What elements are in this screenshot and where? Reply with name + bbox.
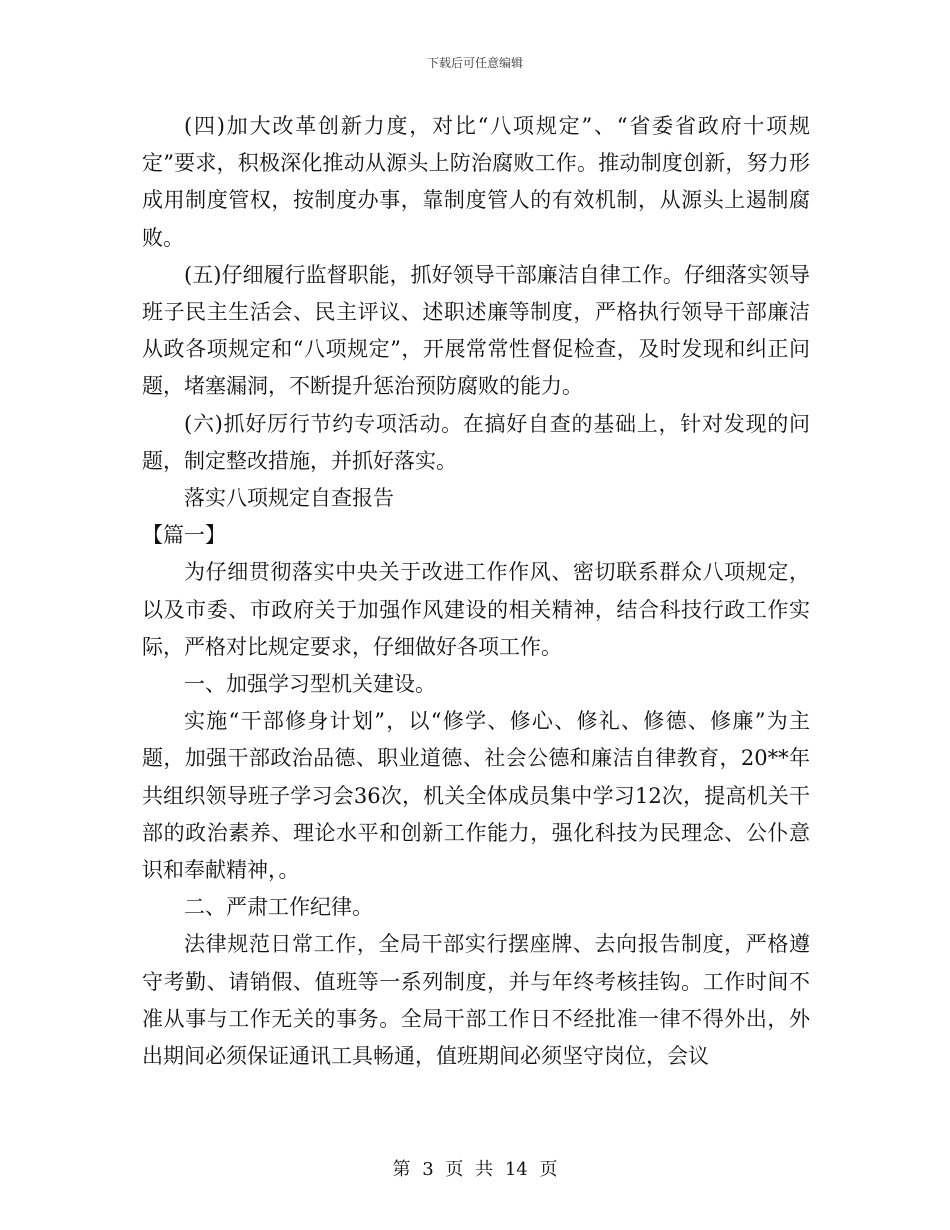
page-header: 下载后可任意编辑	[426, 56, 523, 70]
document-body	[142, 108, 810, 1075]
section-title: 落实八项规定自查报告	[184, 486, 394, 511]
paragraph-4: 为仔细贯彻落实中央关于改进工作作风、密切联系群众八项规定，以及市委、市政府关于加强作风建设的相关精神，结合科技行政工作实际，严格对比规定要求，仔细做好各项工作。	[142, 560, 810, 659]
page-number-footer: 第 3 页 共 14 页	[392, 1159, 558, 1180]
paragraph-6: 法律规范日常工作，全局干部实行摆座牌、去向报告制度，严格遵守考勤、请销假、值班等一系列制度，并与年终考核挂钩。工作时间不准从事与工作无关的事务。全局干部工作日不经批准一律不得外出，外出期间必须保证通讯工具畅通，值班期间必须坚守岗位，会议	[142, 932, 810, 1069]
chapter-label: 【篇一】	[142, 523, 226, 548]
subheading-2: 二、严肃工作纪律。	[184, 895, 373, 920]
subheading-1: 一、加强学习型机关建设。	[184, 672, 436, 697]
paragraph-5: 实施“干部修身计划”，以“修学、修心、修礼、修德、修廉”为主题，加强干部政治品德、职业道德、社会公德和廉洁自律教育，20**年共组织领导班子学习会36次，机关全体成员集中学习12次，提高机关干部的政治素养、理论水平和创新工作能力，强化科技为民理念、公仆意识和奉献精神，。	[142, 709, 810, 883]
paragraph-1: (四)加大改革创新力度，对比“八项规定”、“省委省政府十项规定”要求，积极深化推动从源头上防治腐败工作。推动制度创新，努力形成用制度管权，按制度办事，靠制度管人的有效机制，从源头上遏制腐败。	[142, 114, 810, 250]
paragraph-2: (五)仔细履行监督职能，抓好领导干部廉洁自律工作。仔细落实领导班子民主生活会、民主评议、述职述廉等制度，严格执行领导干部廉洁从政各项规定和“八项规定”，开展常常性督促检查，及时发现和纠正问题，堵塞漏洞，不断提升惩治预防腐败的能力。	[142, 262, 810, 399]
paragraph-3: (六)抓好厉行节约专项活动。在搞好自查的基础上，针对发现的问题，制定整改措施，并抓好落实。	[142, 411, 810, 473]
